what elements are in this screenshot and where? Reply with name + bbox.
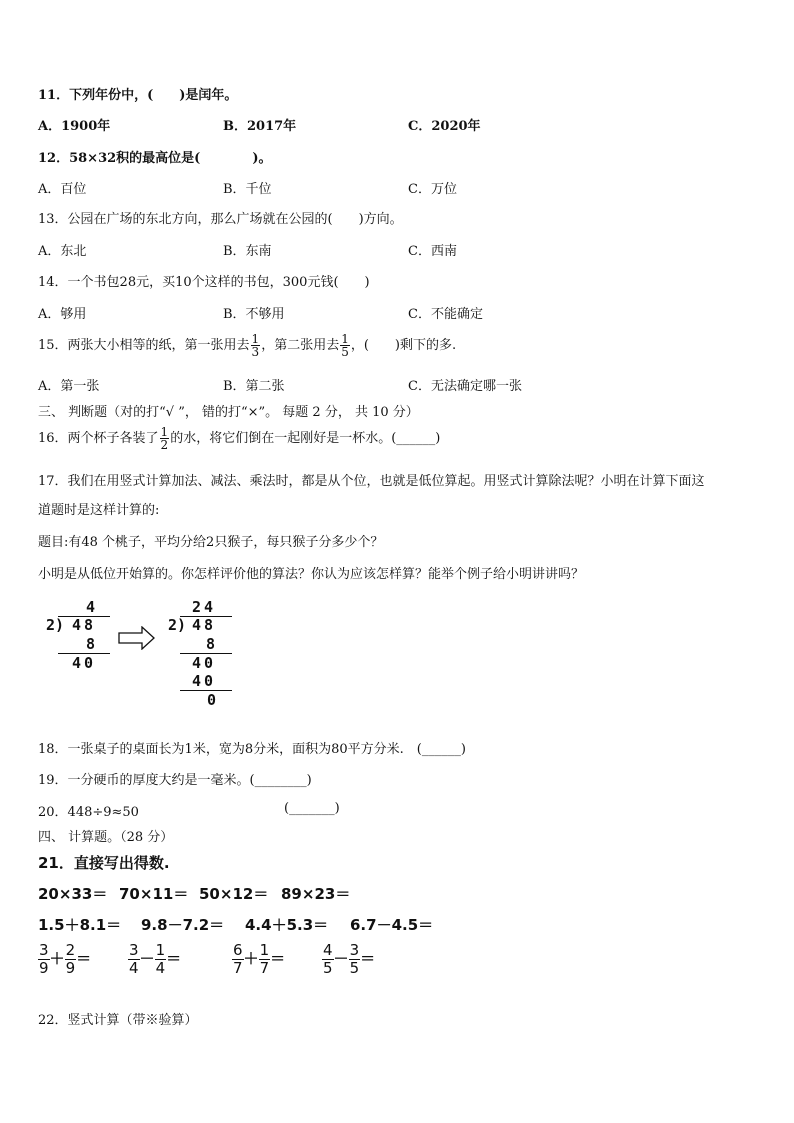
option-b: B．2017年: [223, 119, 297, 134]
option-a: A．够用: [38, 307, 87, 322]
question-17-line: 道题时是这样计算的:: [38, 503, 160, 518]
fraction: $\frac{1}{5}$: [341, 332, 349, 359]
option-b: B．千位: [223, 182, 272, 197]
option-b: B．第二张: [223, 379, 285, 394]
option-a: A．东北: [38, 244, 87, 259]
calc-item: 6.7－4.5＝: [350, 916, 434, 934]
fraction: $\frac{1}{4}$: [155, 941, 166, 978]
remainder: 0: [207, 691, 217, 709]
fraction-calc: $\frac{3}{4}$ － $\frac{1}{4}$ ＝: [129, 941, 182, 978]
calc-item: 20×33＝: [38, 885, 108, 903]
quotient: 24: [192, 598, 217, 616]
option-a: A．第一张: [38, 379, 100, 394]
option-a: A．百位: [38, 182, 87, 197]
question-21-title: 21．直接写出得数.: [38, 854, 170, 872]
question-15: [38, 333, 456, 358]
question-11: 11．下列年份中，( )是闰年。: [38, 88, 238, 103]
dividend: 48: [72, 616, 97, 634]
option-c: C．不能确定: [408, 307, 483, 322]
question-20: 20．448÷9≈50: [38, 805, 139, 820]
partial-product: 40: [192, 672, 217, 690]
option-a: A．1900年: [38, 119, 111, 134]
calc-item: 70×11＝: [119, 885, 189, 903]
question-17-line: 17．我们在用竖式计算加法、减法、乘法时，都是从个位，也就是低位算起。用竖式计算除法呢？小明在计算下面这: [38, 474, 705, 489]
calc-item: 9.8－7.2＝: [141, 916, 225, 934]
quotient: 4: [86, 598, 96, 616]
remainder: 40: [192, 654, 217, 672]
option-c: C．无法确定哪一张: [408, 379, 522, 394]
question-22: 22．竖式计算（带※验算）: [38, 1013, 198, 1028]
calc-item: 50×12＝: [199, 885, 269, 903]
question-15-text: ，第二张用去: [261, 338, 340, 353]
calc-item: 89×23＝: [281, 885, 351, 903]
remainder: 40: [72, 654, 97, 672]
partial-product: 8: [206, 635, 216, 653]
section-heading: 三、 判断题（对的打“√ ”， 错的打“×”。 每题 2 分， 共 10 分）: [38, 405, 419, 420]
partial-product: 8: [86, 635, 96, 653]
question-15-text: ，( )剩下的多.: [350, 338, 457, 353]
question-16-text: 16．两个杯子各装了: [38, 431, 159, 446]
option-c: C．万位: [408, 182, 457, 197]
fraction: $\frac{6}{7}$: [233, 941, 243, 978]
fraction: $\frac{1}{2}$: [160, 425, 169, 452]
divisor: 2): [46, 616, 65, 634]
divisor: 2): [168, 616, 187, 634]
question-13: 13．公园在广场的东北方向，那么广场就在公园的( )方向。: [38, 212, 403, 227]
question-15-text: 15．两张大小相等的纸，第一张用去: [38, 338, 250, 353]
fraction-calc: $\frac{3}{9}$ ＋ $\frac{2}{9}$ ＝: [39, 941, 92, 978]
question-14: 14．一个书包28元，买10个这样的书包，300元钱( ): [38, 275, 370, 290]
fraction: $\frac{2}{9}$: [65, 941, 76, 978]
option-c: C．2020年: [408, 119, 481, 134]
dividend: 48: [192, 616, 217, 634]
question-17-prompt: 小明是从低位开始算的。你怎样评价他的算法？你认为应该怎样算？能举个例子给小明讲讲吗？: [38, 567, 585, 582]
question-12: 12．58×32积的最高位是( )。: [38, 151, 272, 166]
calc-item: 4.4＋5.3＝: [245, 916, 329, 934]
section-heading: 四、 计算题。（28 分）: [38, 830, 174, 845]
fraction: $\frac{1}{7}$: [259, 941, 270, 978]
fraction: $\frac{3}{5}$: [349, 941, 360, 978]
fraction: $\frac{3}{4}$: [129, 941, 139, 978]
calc-item: 1.5＋8.1＝: [38, 916, 122, 934]
option-b: B．东南: [223, 244, 272, 259]
question-18: 18．一张桌子的桌面长为1米，宽为8分米，面积为80平方分米. (______): [38, 742, 466, 757]
question-16: [38, 426, 440, 451]
fraction: $\frac{1}{3}$: [251, 332, 260, 359]
right-arrow-icon: [118, 626, 156, 650]
subtraction-line: [180, 690, 232, 691]
fraction: $\frac{4}{5}$: [323, 941, 333, 978]
option-b: B．不够用: [223, 307, 285, 322]
question-17-problem: 题目:有48 个桃子，平均分给2只猴子，每只猴子分多少个？: [38, 535, 384, 550]
fraction-calc: $\frac{6}{7}$ ＋ $\frac{1}{7}$ ＝: [233, 941, 286, 978]
fraction-calc: $\frac{4}{5}$ － $\frac{3}{5}$ ＝: [323, 941, 376, 978]
option-c: C．西南: [408, 244, 457, 259]
question-16-text: 的水，将它们倒在一起刚好是一杯水。(______): [170, 431, 441, 446]
answer-blank: (_______): [284, 801, 340, 816]
fraction: $\frac{3}{9}$: [39, 941, 49, 978]
question-19: 19．一分硬币的厚度大约是一毫米。(________): [38, 773, 312, 788]
